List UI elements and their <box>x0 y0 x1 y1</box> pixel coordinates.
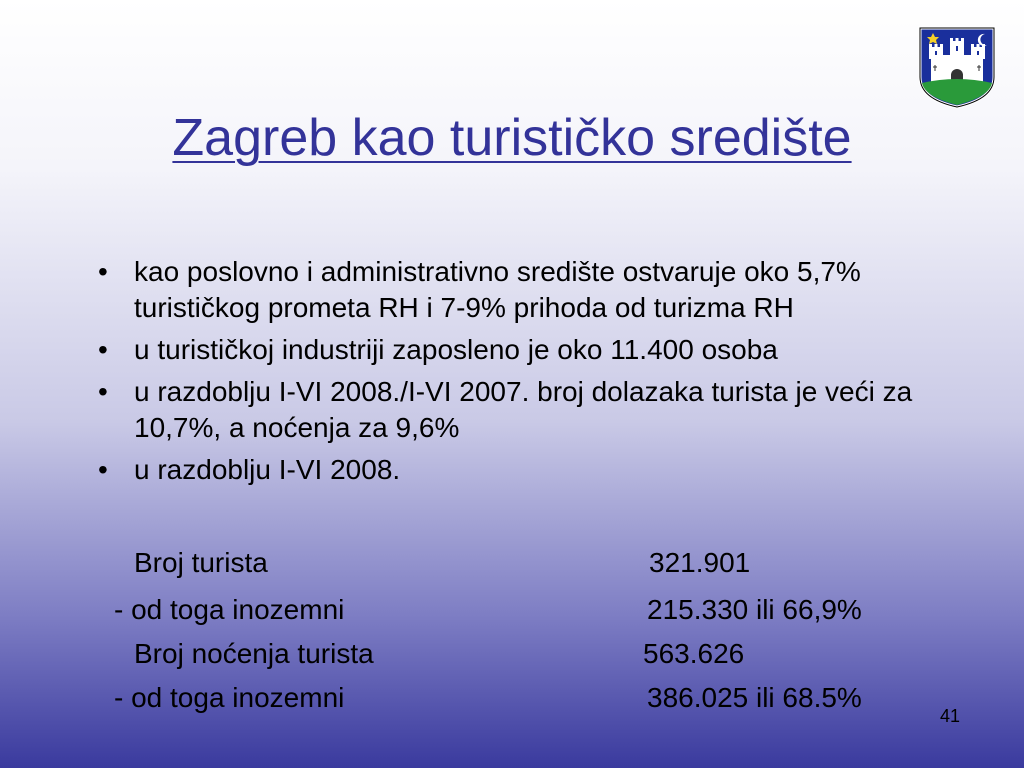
bullet-list <box>98 254 978 494</box>
bullet-text: u razdoblju I-VI 2008./I-VI 2007. broj dolazaka turista je veći za 10,7%, a noćenja za 9,6% <box>134 376 913 443</box>
bullet-item <box>98 374 978 446</box>
bullet-item <box>98 452 978 488</box>
bullet-text: kao poslovno i administrativno središte ostvaruje oko 5,7% turističkog prometa RH i 7-9% prihoda od turizma RH <box>134 256 861 323</box>
bullet-marker: • <box>98 334 108 365</box>
bullet-marker: • <box>98 376 108 407</box>
bullet-item <box>98 332 978 368</box>
bullet-item <box>98 254 978 326</box>
stat-label: - od toga inozemni <box>114 594 345 625</box>
page-number: 41 <box>940 706 961 726</box>
bullet-text: u razdoblju I-VI 2008. <box>134 454 401 485</box>
bullet-text: u turističkoj industriji zaposleno je oko 11.400 osoba <box>134 334 778 365</box>
stat-label: Broj turista <box>134 547 268 578</box>
stat-label: Broj noćenja turista <box>134 638 374 669</box>
stat-value: 215.330 ili 66,9% <box>647 594 862 625</box>
bullet-marker: • <box>98 256 108 287</box>
slide-title: Zagreb kao turističko središte <box>172 109 852 167</box>
stat-value: 321.901 <box>649 547 751 578</box>
stat-value: 386.025 ili 68.5% <box>647 682 862 713</box>
bullet-marker: • <box>98 454 108 485</box>
stat-label: - od toga inozemni <box>114 682 345 713</box>
stat-value: 563.626 <box>643 638 745 669</box>
zagreb-coat-of-arms-icon <box>917 25 997 109</box>
